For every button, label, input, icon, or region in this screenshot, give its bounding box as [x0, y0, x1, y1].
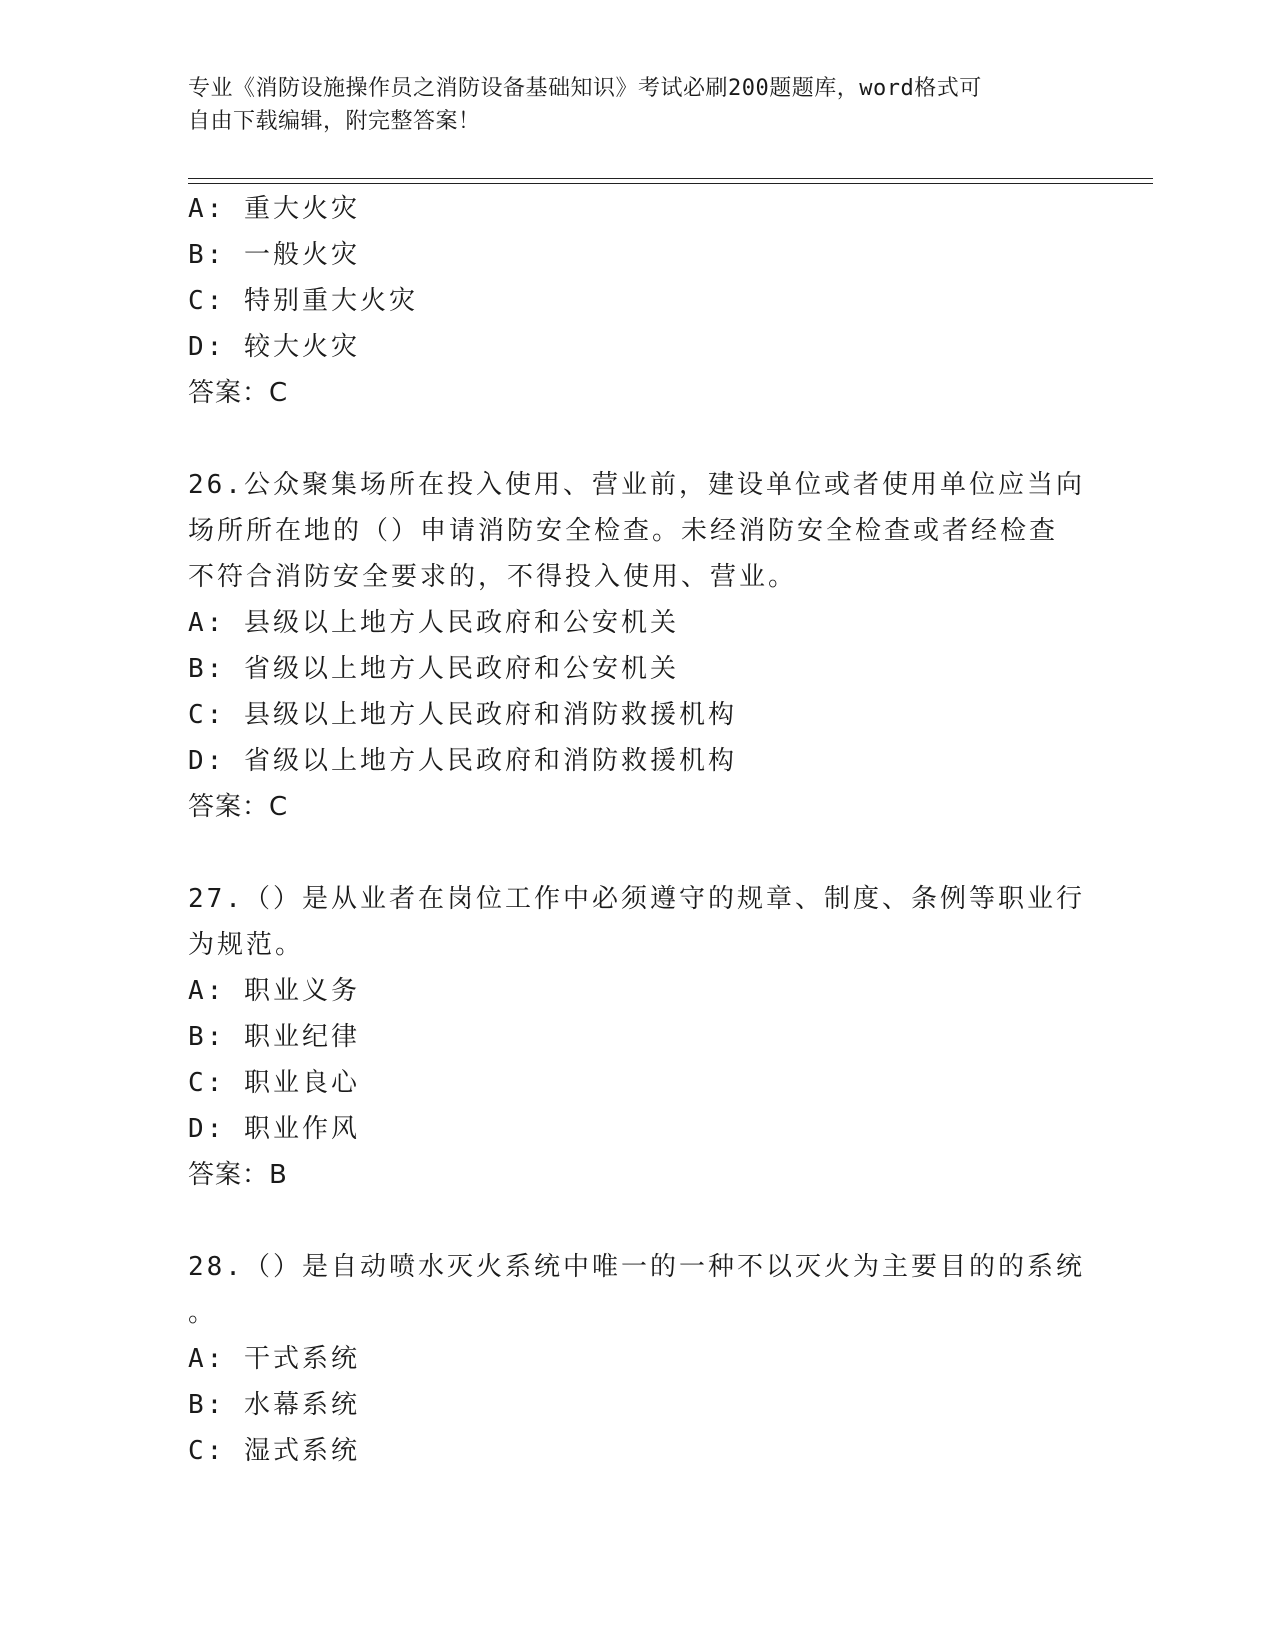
option-a: A: 职业义务 [188, 976, 360, 1006]
header-divider-bottom [188, 183, 1153, 184]
option-b: B: 职业纪律 [188, 1022, 360, 1052]
option-b: B: 一般火灾 [188, 240, 360, 270]
question-27 [188, 876, 1085, 1198]
header-line-2: 自由下载编辑，附完整答案！ [188, 109, 481, 134]
question-stem-line: 。 [188, 1298, 218, 1328]
option-c: C: 湿式系统 [188, 1436, 360, 1466]
question-stem-line: 27.（）是从业者在岗位工作中必须遵守的规章、制度、条例等职业行 [188, 884, 1085, 914]
question-25 [188, 186, 1078, 416]
question-spacer [188, 1198, 1078, 1244]
question-stem-line: 为规范。 [188, 930, 305, 960]
option-a: A: 县级以上地方人民政府和公安机关 [188, 608, 679, 638]
option-a: A: 重大火灾 [188, 194, 360, 224]
question-spacer [188, 416, 1078, 462]
document-header [188, 72, 1068, 138]
question-spacer [188, 830, 1078, 876]
option-a: A: 干式系统 [188, 1344, 360, 1374]
question-list [188, 186, 1085, 1474]
option-b: B: 水幕系统 [188, 1390, 360, 1420]
question-stem-line: 不符合消防安全要求的，不得投入使用、营业。 [188, 562, 798, 592]
question-28 [188, 1244, 1085, 1474]
option-c: C: 县级以上地方人民政府和消防救援机构 [188, 700, 737, 730]
option-d: D: 职业作风 [188, 1114, 360, 1144]
answer-line: 答案：B [188, 1160, 288, 1190]
header-divider-top [188, 178, 1153, 179]
answer-line: 答案：C [188, 792, 289, 822]
answer-line: 答案：C [188, 378, 289, 408]
option-c: C: 职业良心 [188, 1068, 360, 1098]
option-d: D: 较大火灾 [188, 332, 360, 362]
question-26 [188, 462, 1085, 830]
question-stem-line: 26.公众聚集场所在投入使用、营业前，建设单位或者使用单位应当向 [188, 470, 1085, 500]
question-stem-line: 场所所在地的（）申请消防安全检查。未经消防安全检查或者经检查 [188, 516, 1059, 546]
question-stem-line: 28.（）是自动喷水灭火系统中唯一的一种不以灭火为主要目的的系统 [188, 1252, 1085, 1282]
option-d: D: 省级以上地方人民政府和消防救援机构 [188, 746, 737, 776]
option-c: C: 特别重大火灾 [188, 286, 418, 316]
header-line-1: 专业《消防设施操作员之消防设备基础知识》考试必刷200题题库，word格式可 [188, 76, 982, 101]
option-b: B: 省级以上地方人民政府和公安机关 [188, 654, 679, 684]
